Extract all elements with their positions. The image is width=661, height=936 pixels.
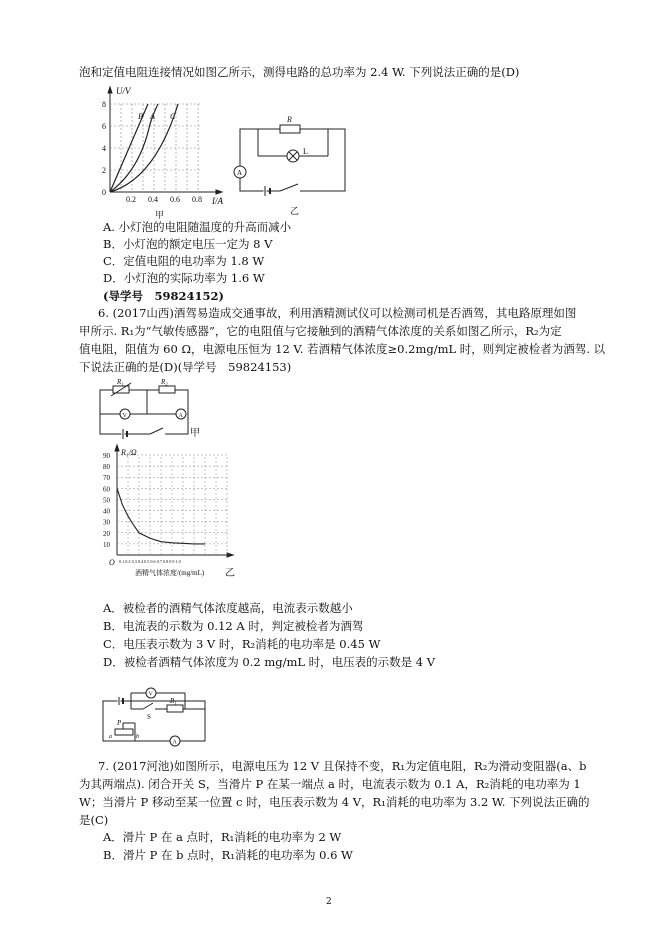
page-number: 2 <box>326 897 332 907</box>
label-p: P <box>117 719 122 727</box>
q5-option-c: C．定值电阻的电功率为 1.8 W <box>103 254 265 268</box>
q6-option-d: D．被检者酒精气体浓度为 0.2 mg/mL 时，电压表的示数是 4 V <box>103 655 436 669</box>
figure-3-chart <box>95 443 255 583</box>
chart-xlabel: 酒精气体浓度/(mg/mL) <box>135 569 205 577</box>
ytick: 6 <box>102 122 106 131</box>
curve-label-b: B <box>138 112 143 121</box>
q7-line1: 7. (2017河池)如图所示，电源电压为 12 V 且保持不变，R₁为定值电阻，R₂为滑动变阻器(a、b <box>98 759 587 773</box>
q6-option-b: B．电流表的示数为 0.12 A 时，判定被检者为酒驾 <box>103 619 364 633</box>
ytick-label: 30 <box>103 518 110 527</box>
ytick-label: 10 <box>103 540 110 549</box>
curve-label-c: C <box>170 112 176 121</box>
label-voltmeter: V <box>148 691 153 698</box>
intro-line: 泡和定值电阻连接情况如图乙所示，测得电路的总功率为 2.4 W. 下列说法正确的是(D) <box>79 65 520 79</box>
ytick: 4 <box>102 144 106 153</box>
label-l: L <box>303 147 308 156</box>
q6-line3: 值电阻，阻值为 60 Ω，电源电压恒为 12 V. 若酒精气体浓度≥0.2mg/mL 时，则判定被检者为酒驾. 以 <box>79 342 606 356</box>
label-b: b <box>136 734 139 740</box>
q7-option-a: A．滑片 P 在 a 点时，R₁消耗的电功率为 2 W <box>103 830 342 844</box>
curve-label-a: A <box>150 112 155 121</box>
figure-1 <box>100 84 360 224</box>
xtick: 0.4 <box>148 195 158 204</box>
caption-jia: 甲 <box>155 210 165 220</box>
q6-option-a: A．被检者的酒精气体浓度越高，电流表示数越小 <box>103 601 353 615</box>
label-voltmeter: V <box>122 413 127 419</box>
figure-2 <box>95 378 215 443</box>
q6-line4: 下说法正确的是(D)(导学号 59824153) <box>79 360 292 374</box>
ytick-label: 70 <box>103 474 110 483</box>
caption-jia2: 甲 <box>190 428 200 439</box>
chart-origin: O <box>109 558 115 567</box>
q5-option-b: B．小灯泡的额定电压一定为 8 V <box>103 237 273 251</box>
ytick-label: 40 <box>103 507 110 516</box>
q5-ref: (导学号 59824152) <box>103 289 224 303</box>
q7-option-b: B．滑片 P 在 b 点时，R₁消耗的电功率为 0.6 W <box>103 848 353 862</box>
ytick-label: 90 <box>103 452 110 460</box>
ytick: 8 <box>102 100 106 109</box>
label-ammeter: A <box>178 413 183 419</box>
caption-yi: 乙 <box>290 206 300 216</box>
ui-graph <box>108 87 222 194</box>
graph-ylabel: U/V <box>116 86 131 96</box>
q6-line1: 6. (2017山西)酒驾易造成交通事故，利用酒精测试仪可以检测司机是否酒驾，其电路原理如图 <box>98 306 577 320</box>
label-a: a <box>109 734 112 740</box>
ytick: 2 <box>102 166 106 175</box>
ytick-label: 20 <box>103 529 110 538</box>
graph-xlabel: I/A <box>212 196 223 206</box>
ytick-label: 80 <box>103 463 110 472</box>
label-switch: S <box>147 713 151 721</box>
q6-option-c: C．电压表示数为 3 V 时，R₂消耗的电功率是 0.45 W <box>103 637 381 651</box>
q7-line4: 是(C) <box>79 813 109 827</box>
chart-xticks: 0.1 0.2 0.3 0.4 0.5 0.6 0.7 0.8 0.9 1.0 <box>119 559 181 564</box>
circuit-yi <box>234 125 345 196</box>
q5-option-d: D．小灯泡的实际功率为 1.6 W <box>103 271 265 285</box>
q7-line3: W；当滑片 P 移动至某一位置 c 时，电压表示数为 4 V，R₁消耗的电功率为 3.2 W. 下列说法正确的 <box>79 795 590 809</box>
r1-curve <box>117 488 205 544</box>
label-r2: R₂ <box>161 378 168 386</box>
chart-ylabel: R₁/Ω <box>121 448 137 457</box>
label-r: R <box>287 115 292 124</box>
ytick-label: 50 <box>103 496 110 505</box>
ytick: 0 <box>102 188 106 197</box>
q6-line2: 甲所示. R₁为“气敏传感器”，它的电阻值与它接触到的酒精气体浓度的关系如图乙所示，R₂为定 <box>79 324 562 338</box>
ytick-label: 60 <box>103 485 110 494</box>
q5-option-a: A. 小灯泡的电阻随温度的升高而减小 <box>103 220 292 234</box>
xtick: 0.6 <box>170 195 180 204</box>
label-ammeter: A <box>172 739 177 746</box>
label-ammeter: A <box>237 169 243 177</box>
xtick: 0.2 <box>126 195 136 204</box>
figure-4 <box>95 685 215 750</box>
label-r1: R₁ <box>117 378 124 386</box>
caption-yi2: 乙 <box>225 568 235 579</box>
label-r1: R₁ <box>170 697 177 705</box>
xtick: 0.8 <box>192 195 202 204</box>
q7-line2: 为其两端点). 闭合开关 S，当滑片 P 在某一端点 a 时，电流表示数为 0.1 A，R₂消耗的电功率为 1 <box>79 777 581 791</box>
